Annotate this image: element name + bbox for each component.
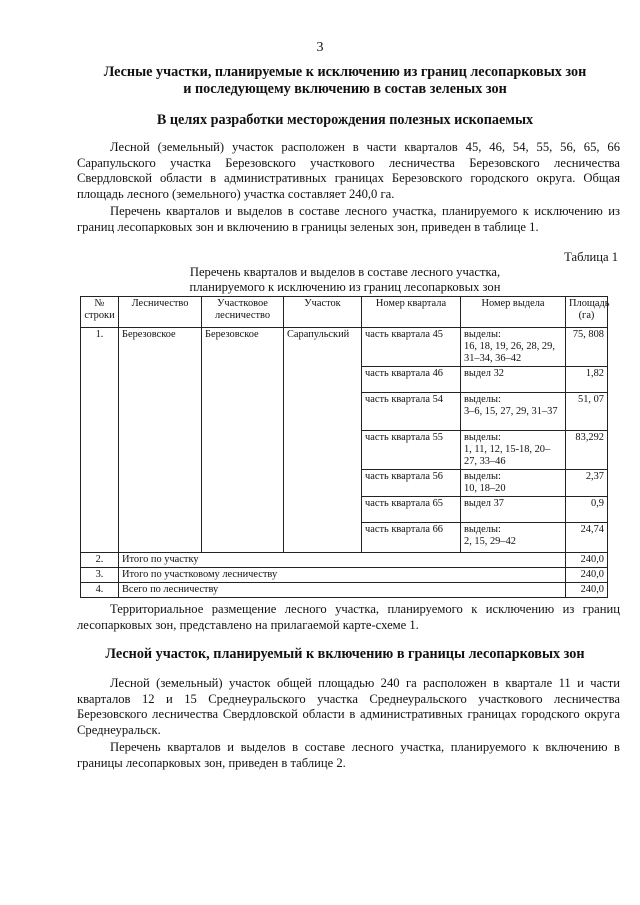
allotment-list: 3–6, 15, 27, 29, 31–37 bbox=[464, 406, 558, 417]
page-number: 3 bbox=[316, 40, 324, 55]
table-row bbox=[81, 328, 608, 367]
area-cell: 24,74 bbox=[566, 523, 608, 553]
allotment-label: выделы: bbox=[464, 329, 501, 340]
header-num: № строки bbox=[81, 297, 119, 328]
allotment-cell bbox=[461, 523, 566, 553]
header-district: Участковое лесничество bbox=[202, 297, 284, 328]
area-cell: 83,292 bbox=[566, 431, 608, 470]
forestry-cell: Березовское bbox=[119, 328, 202, 553]
quarter-cell: часть квартала 66 bbox=[362, 523, 461, 553]
allotment-list: 10, 18–20 bbox=[464, 483, 506, 494]
document-title bbox=[60, 64, 630, 98]
total-area: 240,0 bbox=[566, 583, 608, 598]
district-cell: Березовское bbox=[202, 328, 284, 553]
table-header-row bbox=[81, 297, 608, 328]
area-cell: 1,82 bbox=[566, 367, 608, 393]
allotment-cell bbox=[461, 367, 566, 393]
plot-cell: Сарапульский bbox=[284, 328, 362, 553]
total-label: Всего по лесничеству bbox=[119, 583, 566, 598]
total-row bbox=[81, 583, 608, 598]
allotment-label: выдел 37 bbox=[464, 498, 504, 509]
allotment-label: выдел 32 bbox=[464, 368, 504, 379]
after-table-paragraph: Территориальное размещение лесного участка, планируемого к исключению из границ лесопарковых зон, представлено на прилагаемой карте-схеме 1. bbox=[77, 602, 620, 632]
quarter-cell: часть квартала 54 bbox=[362, 393, 461, 431]
allotment-cell bbox=[461, 497, 566, 523]
allotment-label: выделы: bbox=[464, 471, 501, 482]
allotment-cell bbox=[461, 328, 566, 367]
total-area: 240,0 bbox=[566, 553, 608, 568]
allotment-label: выделы: bbox=[464, 394, 501, 405]
area-cell: 0,9 bbox=[566, 497, 608, 523]
section2-paragraph-2: Перечень кварталов и выделов в составе лесного участка, планируемого к включению в границы лесопарковых зон, приведен в таблице 2. bbox=[77, 740, 620, 770]
quarters-table bbox=[80, 296, 608, 598]
section1-paragraph-1: Лесной (земельный) участок расположен в части кварталов 45, 46, 54, 55, 56, 65, 66 Сарапульского участка Березовского участкового лесничества Березовского лесничества Свердловской области в административных границах Березовского городского округа. Общая площадь лесного (земельного) участка составляет 240,0 га. bbox=[77, 140, 620, 201]
total-area: 240,0 bbox=[566, 568, 608, 583]
total-label: Итого по участку bbox=[119, 553, 566, 568]
row-number: 1. bbox=[81, 328, 119, 553]
header-forestry: Лесничество bbox=[119, 297, 202, 328]
allotment-cell bbox=[461, 393, 566, 431]
table-caption bbox=[160, 265, 530, 294]
allotment-list: 2, 15, 29–42 bbox=[464, 536, 516, 547]
quarter-cell: часть квартала 56 bbox=[362, 470, 461, 497]
allotment-label: выделы: bbox=[464, 432, 501, 443]
allotment-cell bbox=[461, 431, 566, 470]
section2-heading: Лесной участок, планируемый к включению в границы лесопарковых зон bbox=[105, 646, 585, 662]
quarter-cell: часть квартала 65 bbox=[362, 497, 461, 523]
allotment-label: выделы: bbox=[464, 524, 501, 535]
total-row-number: 2. bbox=[81, 553, 119, 568]
area-cell: 75, 808 bbox=[566, 328, 608, 367]
section1-heading: В целях разработки месторождения полезных ископаемых bbox=[156, 112, 534, 128]
total-label: Итого по участковому лесничеству bbox=[119, 568, 566, 583]
allotment-cell bbox=[461, 470, 566, 497]
section1-paragraph-2: Перечень кварталов и выделов в составе лесного участка, планируемого к исключению из границ лесопарковых зон и включению в границы зеленых зон, приведен в таблице 1. bbox=[77, 204, 620, 234]
area-cell: 2,37 bbox=[566, 470, 608, 497]
allotment-list: 1, 11, 12, 15-18, 20–27, 33–46 bbox=[464, 444, 551, 467]
area-cell: 51, 07 bbox=[566, 393, 608, 431]
header-area: Площадь (га) bbox=[566, 297, 608, 328]
quarter-cell: часть квартала 45 bbox=[362, 328, 461, 367]
table-caption-line-2: планируемого к исключению из границ лесопарковых зон bbox=[189, 279, 501, 294]
total-row bbox=[81, 553, 608, 568]
table-caption-line-1: Перечень кварталов и выделов в составе лесного участка, bbox=[189, 265, 501, 279]
total-row-number: 3. bbox=[81, 568, 119, 583]
total-row bbox=[81, 568, 608, 583]
header-quarter: Номер квартала bbox=[362, 297, 461, 328]
quarter-cell: часть квартала 46 bbox=[362, 367, 461, 393]
quarter-cell: часть квартала 55 bbox=[362, 431, 461, 470]
total-row-number: 4. bbox=[81, 583, 119, 598]
header-plot: Участок bbox=[284, 297, 362, 328]
allotment-list: 16, 18, 19, 26, 28, 29, 31–34, 36–42 bbox=[464, 341, 555, 364]
section2-paragraph-1: Лесной (земельный) участок общей площадью 240 га расположен в квартале 11 и части кварталов 12 и 15 Среднеуральского участка Среднеуральского участкового лесничества Березовского лесничества Свердловской области в административных границах городского округа Среднеуральск. bbox=[77, 676, 620, 737]
header-allotment: Номер выдела bbox=[461, 297, 566, 328]
title-line-1: Лесные участки, планируемые к исключению из границ лесопарковых зон bbox=[103, 64, 587, 80]
table-label: Таблица 1 bbox=[564, 250, 618, 264]
title-line-2: и последующему включению в состав зеленых зон bbox=[183, 81, 507, 97]
